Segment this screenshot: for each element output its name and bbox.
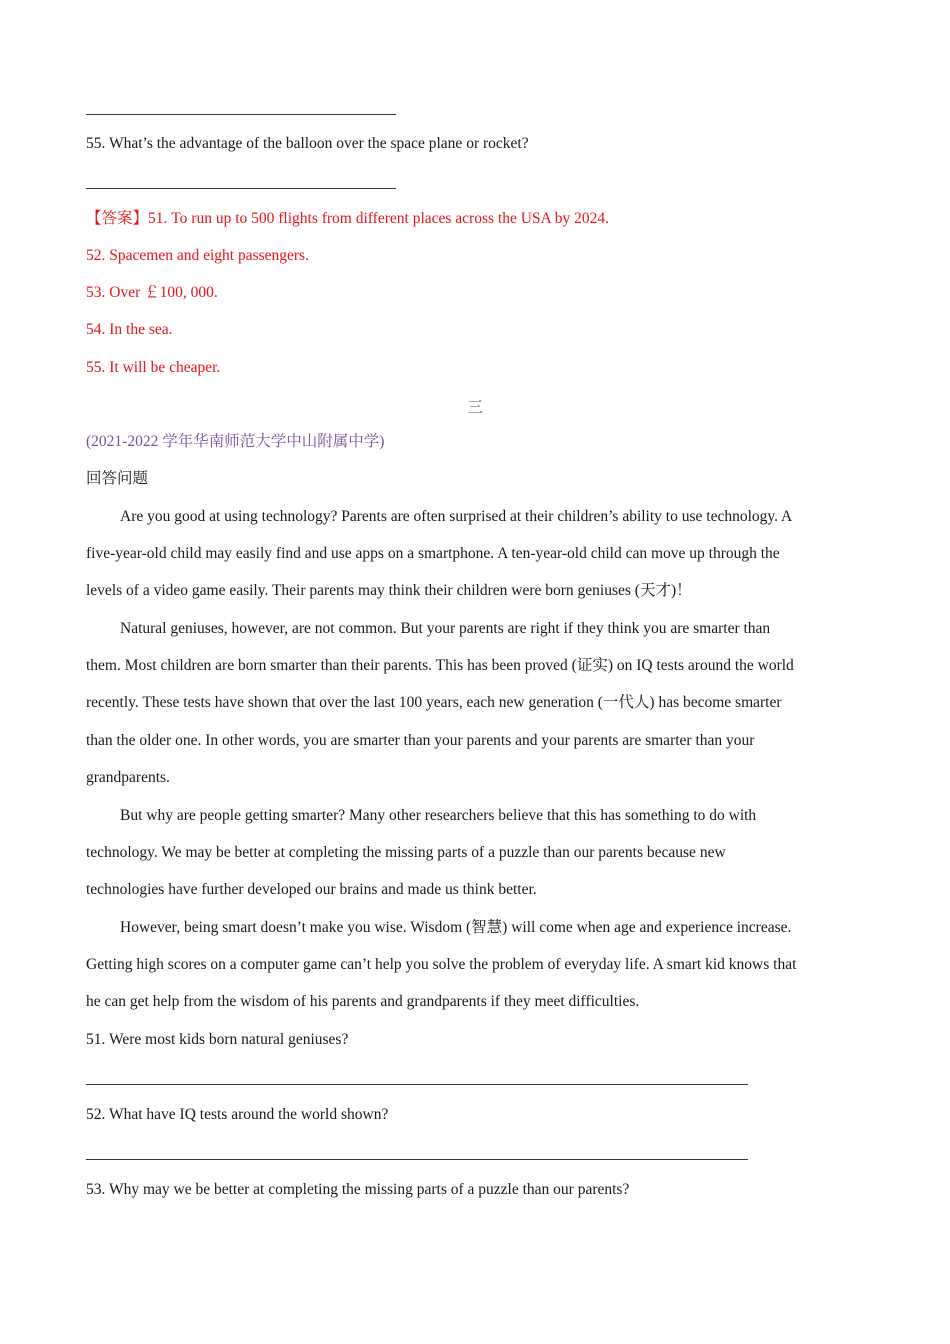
source-label: (2021-2022 学年华南师范大学中山附属中学) — [86, 433, 385, 450]
answer-52: 52. Spacemen and eight passengers. — [86, 247, 309, 264]
question-55-balloon: 55. What’s the advantage of the balloon over the space plane or rocket? — [86, 135, 529, 152]
answer-block-51 — [86, 209, 609, 229]
passage-line: technology. We may be better at completing the missing parts of a puzzle than our parents because new — [86, 844, 726, 861]
passage-line: But why are people getting smarter? Many other researchers believe that this has something to do with — [120, 807, 757, 824]
answer-line-55 — [86, 188, 396, 189]
passage-line: levels of a video game easily. Their parents may think their children were born geniuses (天才)！ — [86, 582, 692, 599]
answer-55: 55. It will be cheaper. — [86, 359, 221, 376]
passage-line: five-year-old child may easily find and use apps on a smartphone. A ten-year-old child can move up through the — [86, 545, 780, 562]
answer-53: 53. Over ￡100, 000. — [86, 284, 218, 301]
answer-51: 51. To run up to 500 flights from different places across the USA by 2024. — [148, 210, 609, 227]
passage-line: However, being smart doesn’t make you wise. Wisdom (智慧) will come when age and experience increase. — [120, 919, 792, 936]
section-number: 三 — [467, 399, 483, 416]
answer-54: 54. In the sea. — [86, 321, 173, 338]
passage-line: he can get help from the wisdom of his parents and grandparents if they meet difficulties. — [86, 993, 640, 1010]
question-51: 51. Were most kids born natural geniuses? — [86, 1031, 349, 1048]
answer-label: 【答案】 — [86, 210, 149, 227]
question-52: 52. What have IQ tests around the world shown? — [86, 1106, 389, 1123]
passage-line: than the older one. In other words, you are smarter than your parents and your parents are smarter than your — [86, 732, 755, 749]
answer-line-q52 — [86, 1159, 748, 1160]
passage-line: Natural geniuses, however, are not common. But your parents are right if they think you are smarter than — [120, 620, 771, 637]
passage-line: technologies have further developed our brains and made us think better. — [86, 881, 537, 898]
answer-line-q51 — [86, 1084, 748, 1085]
passage-line: grandparents. — [86, 769, 170, 786]
passage-line: Getting high scores on a computer game can’t help you solve the problem of everyday life. A smart kid knows that — [86, 956, 797, 973]
instruction-label: 回答问题 — [86, 470, 149, 487]
question-53: 53. Why may we be better at completing the missing parts of a puzzle than our parents? — [86, 1181, 630, 1198]
passage-line: them. Most children are born smarter than their parents. This has been proved (证实) on IQ tests around the world — [86, 657, 794, 674]
answer-line-54 — [86, 114, 396, 115]
passage-line: recently. These tests have shown that over the last 100 years, each new generation (一代人) has become smarter — [86, 694, 782, 711]
passage-line: Are you good at using technology? Parents are often surprised at their children’s ability to use technology. A — [120, 508, 793, 525]
